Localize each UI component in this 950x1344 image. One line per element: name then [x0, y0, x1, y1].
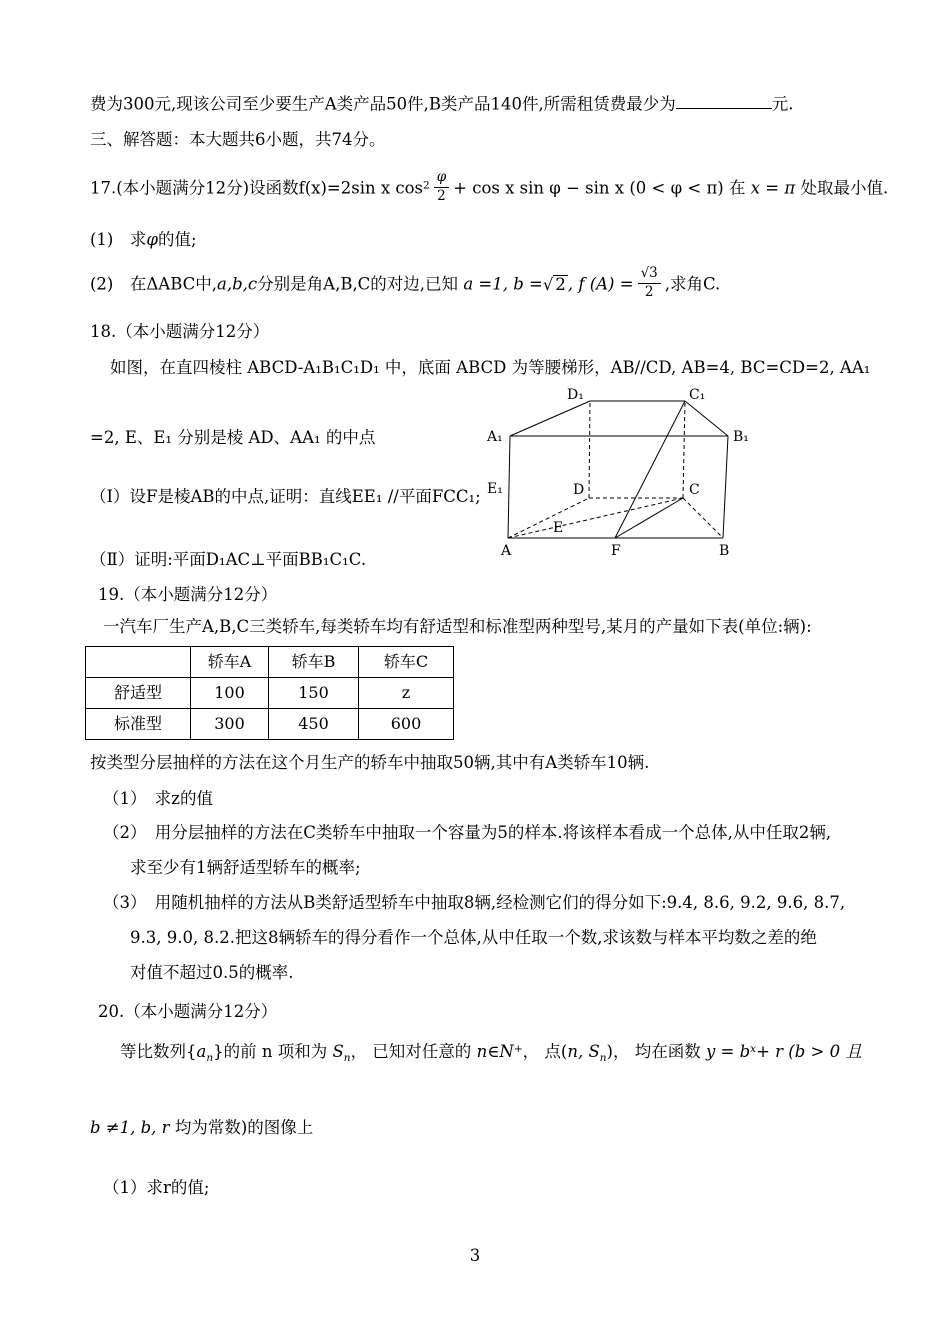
table-header-row	[86, 647, 454, 678]
q17-stem-math: x = π	[750, 178, 796, 198]
table-cell: 600	[359, 709, 454, 740]
vertex-label-F: F	[611, 543, 621, 559]
var-n-in-N: n∈N	[476, 1042, 514, 1061]
q18-stem-line2: =2, E、E₁ 分别是棱 AD、AA₁ 的中点	[90, 428, 376, 447]
q18-part2: （Ⅱ）证明:平面D₁AC⊥平面BB₁C₁C.	[90, 550, 367, 569]
fraction-denominator: 2	[644, 283, 654, 300]
fraction-numerator: φ	[434, 170, 449, 188]
var-S: S	[332, 1042, 344, 1061]
q20-heading: 20.（本小题满分12分）	[98, 1002, 278, 1021]
q20-text-4: ， 点(	[522, 1042, 568, 1061]
edge-C1B1	[685, 401, 728, 436]
sub-n: n	[599, 1052, 607, 1064]
edge-CC1	[683, 401, 685, 498]
q20-text-6: + r (b > 0 且	[756, 1042, 862, 1061]
radical-sign: √	[542, 274, 554, 294]
sup-x: x	[750, 1043, 757, 1055]
q17-stem-text-1: 17.(本小题满分12分)设函数f(x)=2sin x cos	[90, 178, 424, 198]
q20-text-3: ， 已知对任意的	[350, 1042, 472, 1061]
q17-fraction-phi-over-2	[434, 170, 449, 204]
table-header-car-a: 轿车A	[191, 647, 269, 678]
q18-heading: 18.（本小题满分12分）	[90, 322, 270, 341]
vertex-label-D: D	[573, 482, 585, 498]
q17-part1	[90, 230, 197, 251]
prism-figure	[483, 386, 753, 564]
diagonal-AC	[508, 498, 683, 538]
row-label-comfort: 舒适型	[86, 678, 191, 709]
q17-exponent: 2	[423, 179, 430, 192]
q17-part2	[90, 265, 721, 302]
function-y-bx: y = b	[705, 1042, 751, 1061]
fraction-denominator: 2	[437, 187, 446, 204]
table-cell: 150	[269, 678, 359, 709]
q19-part1: （1） 求z的值	[103, 789, 213, 808]
vertex-label-D1: D₁	[567, 387, 584, 403]
q17-stem	[90, 169, 889, 206]
sub-n: n	[343, 1052, 351, 1064]
q18-part1: （Ⅰ）设F是棱AB的中点,证明：直线EE₁ //平面FCC₁;	[90, 487, 481, 506]
edge-AA1	[508, 436, 510, 538]
var-a: a	[196, 1042, 207, 1061]
q20-text-5: )， 均在函数	[606, 1042, 701, 1061]
vertex-label-E1: E₁	[487, 481, 503, 497]
q20-part1: （1）求r的值;	[103, 1178, 210, 1197]
radicand: 3	[649, 265, 658, 281]
q19-after-table: 按类型分层抽样的方法在这个月生产的轿车中抽取50辆,其中有A类轿车10辆.	[90, 753, 650, 772]
fill-blank-text: 费为300元,现该公司至少要生产A类产品50件,B类产品140件,所需租赁费最少为	[90, 94, 676, 114]
q19-part2-line2: 求至少有1辆舒适型轿车的概率;	[130, 858, 361, 877]
q19-part3-line2: 9.3, 9.0, 8.2.把这8辆轿车的得分看作一个总体,从中任取一个数,求该数与样本平均数之差的绝	[130, 928, 817, 947]
q20-text-1: 等比数列{	[120, 1042, 197, 1061]
sqrt-2	[543, 275, 568, 294]
edge-AD	[508, 498, 589, 538]
section-heading: 三、解答题：本大题共6小题，共74分。	[90, 130, 386, 149]
vertex-label-B: B	[719, 543, 730, 559]
edge-CB	[683, 498, 723, 538]
page-number: 3	[469, 1246, 481, 1265]
table-cell: 450	[269, 709, 359, 740]
q20-constants: b ≠1, b, r	[90, 1118, 170, 1137]
production-table	[85, 646, 454, 740]
radical-sign: √	[640, 265, 650, 281]
table-row	[86, 678, 454, 709]
q20-stem-line1	[120, 1042, 862, 1065]
q17-part2-vars: a,b,c	[217, 274, 258, 294]
q17-part2-text-3: ,求角C.	[664, 274, 721, 294]
vertex-label-A1: A₁	[487, 429, 503, 445]
q18-stem-line1: 如图，在直四棱柱 ABCD-A₁B₁C₁D₁ 中，底面 ABCD 为等腰梯形，AB//CD, AB=4, BC=CD=2, AA₁	[110, 358, 871, 377]
edge-BB1	[723, 436, 728, 538]
point-n-Sn: n, S	[567, 1042, 600, 1061]
edge-DD1	[589, 401, 590, 498]
table-cell: 300	[191, 709, 269, 740]
q17-part2-given: a =1, b =	[463, 274, 543, 294]
row-label-standard: 标准型	[86, 709, 191, 740]
fill-blank-line	[90, 92, 794, 115]
vertex-label-E: E	[553, 520, 564, 536]
q19-part3-line1: （3） 用随机抽样的方法从B类舒适型轿车中抽取8辆,经检测它们的得分如下:9.4, 8.6, 9.2, 9.6, 8.7,	[103, 893, 846, 912]
q17-part2-fA: , f (A) =	[567, 274, 634, 294]
table-header-blank	[86, 647, 191, 678]
sup-plus: +	[513, 1043, 523, 1055]
table-row	[86, 709, 454, 740]
q19-part3-line3: 对值不超过0.5的概率.	[130, 963, 294, 982]
vertex-label-B1: B₁	[733, 429, 749, 445]
table-cell: z	[359, 678, 454, 709]
vertex-label-C: C	[689, 482, 700, 498]
q17-part2-text-2: 分别是角A,B,C的对边,已知	[257, 274, 459, 294]
q19-part2-line1: （2） 用分层抽样的方法在C类轿车中抽取一个容量为5的样本.将该样本看成一个总体,从中任取2辆,	[103, 823, 832, 842]
q17-stem-text-2: + cos x sin φ − sin x (0 < φ < π) 在	[453, 178, 746, 198]
q19-heading: 19.（本小题满分12分）	[98, 585, 278, 604]
fill-blank-unit: 元.	[771, 94, 794, 114]
vertex-label-C1: C₁	[689, 387, 706, 403]
q17-part1-text-1: (1) 求	[90, 230, 147, 249]
q20-stem-line2	[90, 1118, 313, 1139]
q19-intro: 一汽车厂生产A,B,C三类轿车,每类轿车均有舒适型和标准型两种型号,某月的产量如下表(单位:辆):	[103, 617, 812, 636]
sub-n: n	[206, 1052, 214, 1064]
q20-text-7: 均为常数)的图像上	[174, 1118, 314, 1137]
table-header-car-c: 轿车C	[359, 647, 454, 678]
fraction-numerator	[638, 266, 661, 284]
q17-fraction-sqrt3-over-2	[638, 266, 661, 300]
table-header-car-b: 轿车B	[269, 647, 359, 678]
radicand: 2	[555, 274, 566, 294]
q17-stem-text-3: 处取最小值.	[800, 178, 889, 198]
q17-part1-var: φ	[146, 230, 158, 249]
q17-part2-text-1: (2) 在ΔABC中,	[90, 274, 218, 294]
q17-part1-text-2: 的值;	[157, 230, 197, 249]
vertex-label-A: A	[501, 543, 512, 559]
q20-text-2: }的前 n 项和为	[213, 1042, 328, 1061]
table-cell: 100	[191, 678, 269, 709]
edge-D1A1	[510, 401, 590, 436]
answer-blank	[676, 92, 772, 109]
